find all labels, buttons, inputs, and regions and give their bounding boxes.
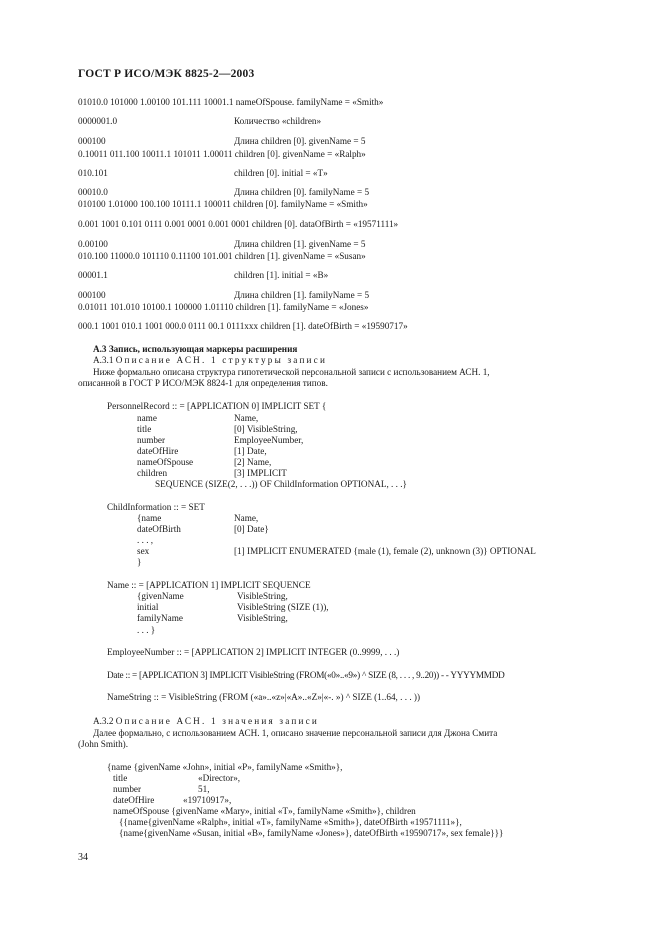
paragraph-line: Далее формально, с использованием АСН. 1, описано значение персональной записи для Джона Смита bbox=[93, 728, 498, 738]
subsection-title bbox=[93, 716, 319, 727]
paragraph-line: описанной в ГОСТ Р ИСО/МЭК 8824-1 для определения типов. bbox=[78, 378, 328, 388]
value-line: {{name{givenName «Ralph», initial «T», familyName «Smith»}, dateOfBirth «19571111»}, bbox=[119, 817, 462, 827]
encoding-comment: children [0]. initial = «T» bbox=[234, 168, 328, 178]
asn-close: } bbox=[137, 557, 142, 567]
subsection-text: Описание АСН. 1 значения записи bbox=[115, 716, 320, 726]
encoding-comment: Длина children [0]. givenName = 5 bbox=[234, 136, 366, 146]
asn-field-name: number bbox=[137, 435, 166, 445]
encoding-line: 010.100 11000.0 101110 0.11100 101.001 children [1]. givenName = «Susan» bbox=[78, 251, 366, 261]
value-val: 51, bbox=[198, 784, 210, 794]
subsection-number: A.3.2 bbox=[93, 716, 114, 726]
asn-field-name: dateOfHire bbox=[137, 446, 179, 456]
asn-field-name: initial bbox=[137, 602, 159, 612]
asn-field-type: Name, bbox=[234, 413, 259, 423]
value-line: {name{givenName «Susan, initial «B», familyName «Jones»}, dateOfBirth «19590717», sex female}}} bbox=[119, 828, 504, 838]
asn-field-type: VisibleString, bbox=[237, 591, 288, 601]
encoding-line: 0.01011 101.010 10100.1 100000 1.01110 children [1]. familyName = «Jones» bbox=[78, 302, 369, 312]
asn-field-type: [1] Date, bbox=[234, 446, 267, 456]
asn-definition: EmployeeNumber :: = [APPLICATION 2] IMPLICIT INTEGER (0..9999, . . .) bbox=[107, 647, 400, 657]
page-number: 34 bbox=[78, 852, 88, 863]
value-line: {name {givenName «John», initial «P», familyName «Smith»}, bbox=[107, 762, 343, 772]
encoding-line: 01010.0 101000 1.00100 101.111 10001.1 nameOfSpouse. familyName = «Smith» bbox=[78, 97, 384, 107]
paragraph-line: Ниже формально описана структура гипотетической персональной записи с использованием АСН. 1, bbox=[93, 367, 490, 377]
asn-field-type: Name, bbox=[234, 513, 259, 523]
asn-field-type: [3] IMPLICIT bbox=[234, 468, 287, 478]
encoding-line: 000100 bbox=[78, 290, 106, 300]
asn-definition: NameString :: = VisibleString (FROM («a»..«z»|«A»..«Z»|«-. ») ^ SIZE (1..64, . . . )) bbox=[107, 692, 421, 702]
encoding-line: 000.1 1001 010.1 1001 000.0 0111 00.1 0111xxx children [1]. dateOfBirth = «19590717» bbox=[78, 321, 408, 331]
subsection-number: A.3.1 bbox=[93, 355, 114, 365]
asn-field-type: [1] IMPLICIT ENUMERATED {male (1), female (2), unknown (3)} OPTIONAL bbox=[234, 546, 536, 556]
asn-field-name: children bbox=[137, 468, 168, 478]
asn-field-type: [0] VisibleString, bbox=[234, 424, 298, 434]
asn-field-type: [0] Date} bbox=[234, 524, 269, 534]
asn-field-type: VisibleString, bbox=[237, 613, 288, 623]
asn-definition-head: PersonnelRecord :: = [APPLICATION 0] IMPLICIT SET { bbox=[107, 401, 327, 411]
page-header: ГОСТ Р ИСО/МЭК 8825-2—2003 bbox=[78, 68, 255, 80]
asn-field-type: VisibleString (SIZE (1)), bbox=[237, 602, 329, 612]
encoding-comment: children [1]. initial = «B» bbox=[234, 270, 329, 280]
asn-field-name: sex bbox=[137, 546, 150, 556]
asn-field-type: [2] Name, bbox=[234, 457, 272, 467]
asn-ellipsis: . . . , bbox=[137, 535, 154, 545]
value-key: dateOfHire bbox=[113, 795, 155, 805]
section-heading: A.3 Запись, использующая маркеры расширения bbox=[93, 344, 298, 354]
value-key: number bbox=[113, 784, 142, 794]
value-line: nameOfSpouse {givenName «Mary», initial «T», familyName «Smith»}, children bbox=[113, 806, 416, 816]
asn-definition-head: ChildInformation :: = SET bbox=[107, 502, 205, 512]
encoding-comment: Количество «children» bbox=[234, 116, 322, 126]
paragraph-line: (John Smith). bbox=[78, 739, 129, 749]
encoding-line: 0.10011 011.100 10011.1 101011 1.00011 children [0]. givenName = «Ralph» bbox=[78, 149, 366, 159]
encoding-line: 00001.1 bbox=[78, 270, 108, 280]
asn-field-name: {name bbox=[137, 513, 162, 523]
asn-field-type: SEQUENCE (SIZE(2, . . .)) OF ChildInformation OPTIONAL, . . .} bbox=[155, 479, 407, 489]
value-key: title bbox=[113, 773, 128, 783]
asn-field-name: {givenName bbox=[137, 591, 184, 601]
encoding-line: 0.00100 bbox=[78, 239, 108, 249]
encoding-comment: Длина children [1]. familyName = 5 bbox=[234, 290, 370, 300]
asn-field-name: dateOfBirth bbox=[137, 524, 181, 534]
subsection-title bbox=[93, 355, 327, 366]
asn-field-name: familyName bbox=[137, 613, 183, 623]
encoding-line: 0000001.0 bbox=[78, 116, 118, 126]
encoding-comment: Длина children [1]. givenName = 5 bbox=[234, 239, 366, 249]
value-val: «Director», bbox=[198, 773, 241, 783]
asn-definition-head: Name :: = [APPLICATION 1] IMPLICIT SEQUENCE bbox=[107, 580, 311, 590]
encoding-line: 00010.0 bbox=[78, 187, 108, 197]
asn-field-name: nameOfSpouse bbox=[137, 457, 194, 467]
encoding-comment: Длина children [0]. familyName = 5 bbox=[234, 187, 370, 197]
asn-field-name: name bbox=[137, 413, 157, 423]
asn-field-name: title bbox=[137, 424, 152, 434]
encoding-line: 0.001 1001 0.101 0111 0.001 0001 0.001 0001 children [0]. dataOfBirth = «19571111» bbox=[78, 219, 399, 229]
encoding-line: 010.101 bbox=[78, 168, 108, 178]
asn-field-type: EmployeeNumber, bbox=[234, 435, 304, 445]
encoding-line: 000100 bbox=[78, 136, 106, 146]
asn-close: . . . } bbox=[137, 625, 156, 635]
asn-definition: Date :: = [APPLICATION 3] IMPLICIT VisibleString (FROM(«0»..«9») ^ SIZE (8, . . . , 9..20)) - - YYYYMMDD bbox=[107, 670, 505, 680]
encoding-line: 010100 1.01000 100.100 10111.1 100011 children [0]. familyName = «Smith» bbox=[78, 199, 368, 209]
value-val: «19710917», bbox=[183, 795, 232, 805]
subsection-text: Описание АСН. 1 структуры записи bbox=[115, 355, 328, 365]
